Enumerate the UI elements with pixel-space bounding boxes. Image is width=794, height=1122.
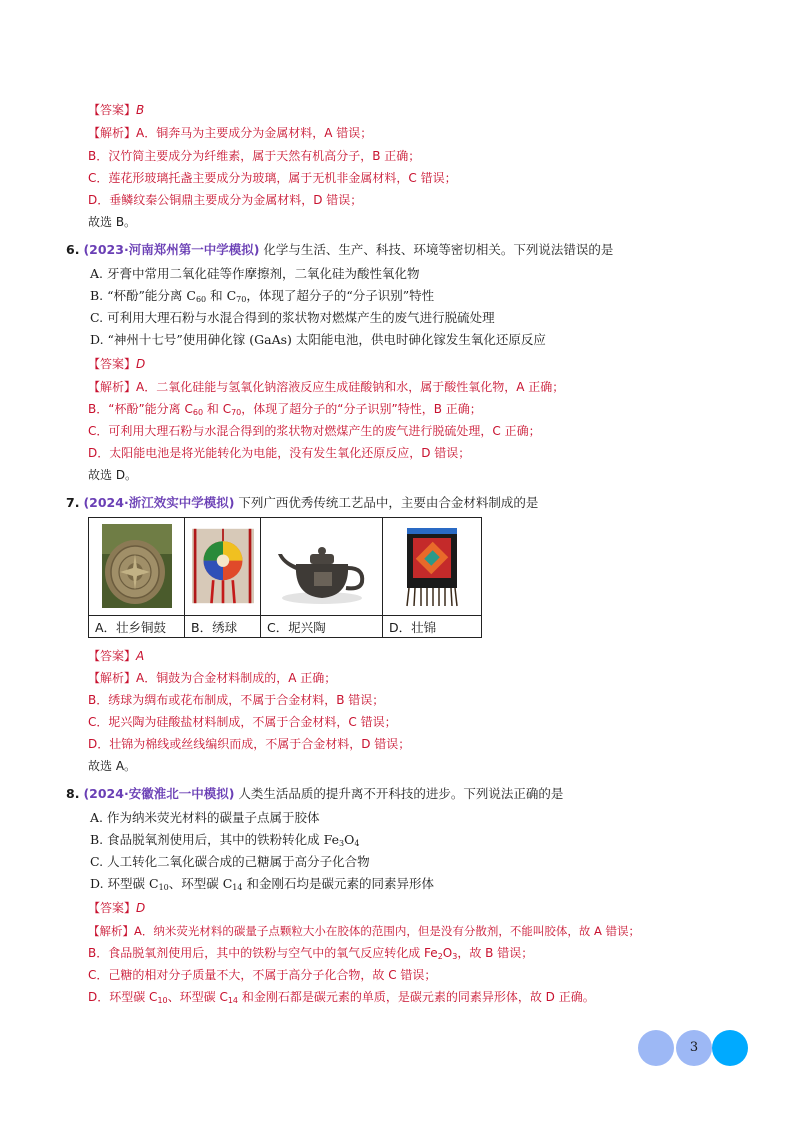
explanation-line: B．汉竹简主要成分为纤维素，属于天然有机高分子，B 正确；: [88, 149, 421, 163]
explanation-line: C．坭兴陶为硅酸盐材料制成，不属于合金材料，C 错误；: [88, 715, 397, 729]
explanation-line: 【解析】A．铜奔马为主要成分为金属材料，A 错误；: [88, 126, 373, 140]
answer-line: 【答案】A: [88, 649, 145, 663]
explanation-conclusion: 故选 D。: [88, 468, 138, 482]
caption-c: C．坭兴陶: [267, 620, 326, 635]
caption-b: B．绣球: [191, 620, 238, 635]
option-cell-d: [383, 518, 481, 637]
answer-line: 【答案】D: [88, 901, 146, 915]
question-stem: 8. (2024·安徽淮北一中模拟) 人类生活品质的提升离不开科技的进步。下列说法正确的是: [66, 786, 564, 801]
question-stem: 7. (2024·浙江效实中学模拟) 下列广西优秀传统工艺品中，主要由合金材料制成的是: [66, 495, 539, 510]
caption-d: D．壮锦: [389, 620, 437, 635]
explanation-line: C．莲花形玻璃托盏主要成分为玻璃，属于无机非金属材料，C 错误；: [88, 171, 457, 185]
explanation-line: D．环型碳 $C_{10}$、环型碳 $C_{14}$ 和金刚石都是碳元素的单质，是碳元素的同素异形体，故 D 正确。: [88, 990, 595, 1005]
option-a: A. 作为纳米荧光材料的碳量子点属于胶体: [90, 810, 320, 825]
option-c: C. 人工转化二氧化碳合成的己糖属于高分子化合物: [90, 854, 370, 869]
answer-line: 【答案】D: [88, 357, 146, 371]
decor-circle: [712, 1030, 748, 1066]
explanation-line: 【解析】A．纳米荧光材料的碳量子点颗粒大小在胶体的范围内，但是没有分散剂，不能叫胶体，故 A 错误；: [88, 924, 641, 938]
explanation-line: B．绣球为绸布或花布制成，不属于合金材料，B 错误；: [88, 693, 385, 707]
explanation-line: C．己糖的相对分子质量不大，不属于高分子化合物，故 C 错误；: [88, 968, 437, 982]
option-cell-b: [185, 518, 261, 637]
explanation-line: B．“杯酚”能分离 $C_{60}$ 和 $C_{70}$，体现了超分子的“分子识别”特性，B 正确；: [88, 402, 482, 417]
option-b: B. “杯酚”能分离 $C_{60}$ 和 $C_{70}$，体现了超分子的“分子识别”特性: [90, 288, 435, 304]
question-source: (2023·河南郑州第一中学模拟): [83, 242, 260, 257]
page-number: 3: [689, 1040, 699, 1055]
answer-line: 【答案】B: [88, 103, 145, 117]
explanation-line: D．壮锦为棉线或丝线编织而成，不属于合金材料，D 错误；: [88, 737, 411, 751]
explanation-conclusion: 故选 A。: [88, 759, 137, 773]
decor-circle: [638, 1030, 674, 1066]
question-source: (2024·安徽淮北一中模拟): [83, 786, 235, 801]
explanation-line: C．可利用大理石粉与水混合得到的浆状物对燃煤产生的废气进行脱硫处理，C 正确；: [88, 424, 541, 438]
options-image-table: [88, 517, 482, 638]
embroidered-ball-image: [192, 524, 254, 608]
page-number-badge: [638, 1030, 750, 1066]
question-source: (2024·浙江效实中学模拟): [83, 495, 235, 510]
question-stem: 6. (2023·河南郑州第一中学模拟) 化学与生活、生产、科技、环境等密切相关。下列说法错误的是: [66, 242, 614, 257]
explanation-line: D．太阳能电池是将光能转化为电能，没有发生氧化还原反应，D 错误；: [88, 446, 471, 460]
explanation-line: 【解析】A．铜鼓为合金材料制成的，A 正确；: [88, 671, 337, 685]
caption-a: A．壮乡铜鼓: [95, 620, 167, 635]
explanation-line: 【解析】A．二氧化硅能与氢氧化钠溶液反应生成硅酸钠和水，属于酸性氧化物，A 正确；: [88, 380, 565, 394]
bronze-drum-image: [102, 524, 172, 608]
explanation-conclusion: 故选 B。: [88, 215, 137, 229]
option-a: A. 牙膏中常用二氧化硅等作摩擦剂，二氧化硅为酸性氧化物: [90, 266, 420, 281]
option-b: B. 食品脱氧剂使用后，其中的铁粉转化成 $Fe_3O_4$: [90, 832, 360, 848]
option-d: D. “神州十七号”使用砷化镓 (GaAs) 太阳能电池，供电时砷化镓发生氧化还原反应: [90, 332, 546, 347]
option-d: D. 环型碳 $C_{10}$、环型碳 $C_{14}$ 和金刚石均是碳元素的同素异形体: [90, 876, 434, 892]
explanation-line: D．垂鳞纹秦公铜鼎主要成分为金属材料，D 错误；: [88, 193, 363, 207]
option-c: C. 可利用大理石粉与水混合得到的浆状物对燃煤产生的废气进行脱硫处理: [90, 310, 495, 325]
explanation-line: B．食品脱氧剂使用后，其中的铁粉与空气中的氧气反应转化成 $Fe_2O_3$，故 B 错误；: [88, 946, 534, 961]
teapot-image: [272, 524, 372, 608]
option-cell-a: [89, 518, 185, 637]
option-cell-c: [261, 518, 383, 637]
zhuang-brocade-image: [397, 524, 467, 608]
